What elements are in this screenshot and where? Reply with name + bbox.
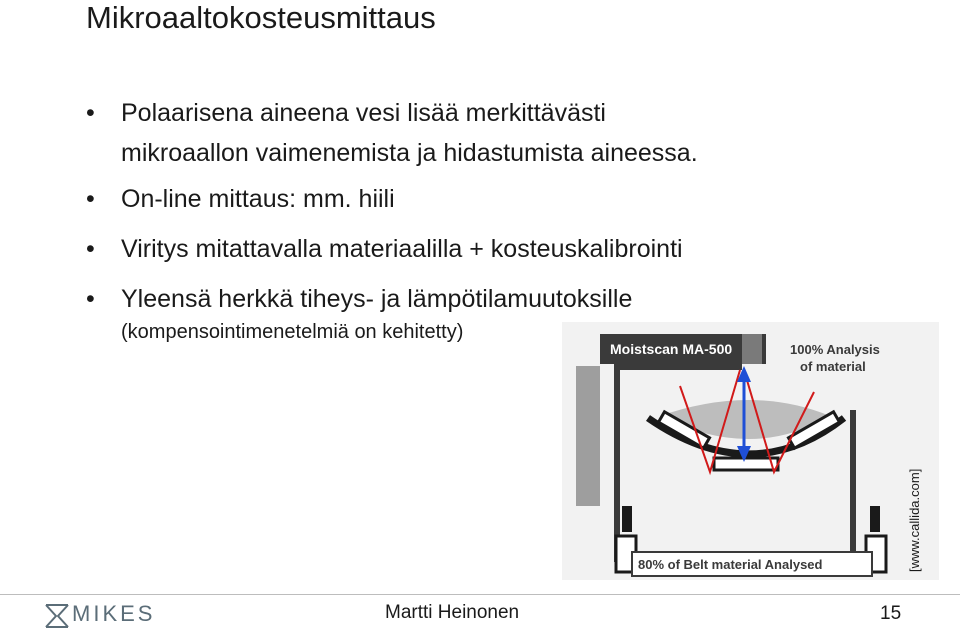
idler-center xyxy=(714,458,778,470)
presenter-name: Martti Heinonen xyxy=(385,602,520,623)
device-sensor xyxy=(742,334,762,364)
device-label: Moistscan MA-500 xyxy=(610,341,733,357)
slide-title: Mikroaaltokosteusmittaus xyxy=(86,0,436,35)
left-foot xyxy=(622,506,632,532)
bullet-symbol: • xyxy=(86,99,95,127)
bullet-text: On-line mittaus: mm. hiili xyxy=(121,185,395,213)
bullet-text: Viritys mitattavalla materiaalilla + kosteuskalibrointi xyxy=(121,235,683,263)
mikes-logo-text: MIKES xyxy=(72,601,156,626)
moistscan-diagram xyxy=(562,322,939,580)
bullet-symbol: • xyxy=(86,285,95,313)
page-number: 15 xyxy=(880,603,902,624)
left-housing xyxy=(576,366,600,506)
footer-divider xyxy=(0,594,960,595)
image-credit xyxy=(907,558,960,572)
analysis-label-line1: 100% Analysis xyxy=(790,342,880,357)
bullet-subtext: (kompensointimenetelmiä on kehitetty) xyxy=(121,321,464,343)
moistscan-diagram-svg xyxy=(562,322,939,580)
bullet-text: mikroaallon vaimenemista ja hidastumista aineessa. xyxy=(121,139,698,167)
bullet-symbol: • xyxy=(86,185,95,213)
frame-left-post xyxy=(614,364,620,562)
bullet-text: Polaarisena aineena vesi lisää merkittävästi xyxy=(121,99,606,127)
frame-right-post xyxy=(850,410,856,562)
belt-label: 80% of Belt material Analysed xyxy=(638,557,823,572)
right-foot xyxy=(870,506,880,532)
mikes-logo-icon xyxy=(44,601,70,631)
frame-top xyxy=(614,364,742,370)
analysis-label-line2: of material xyxy=(800,359,866,374)
bullet-symbol: • xyxy=(86,235,95,263)
bullet-text: Yleensä herkkä tiheys- ja lämpötilamuutoksille xyxy=(121,285,633,313)
